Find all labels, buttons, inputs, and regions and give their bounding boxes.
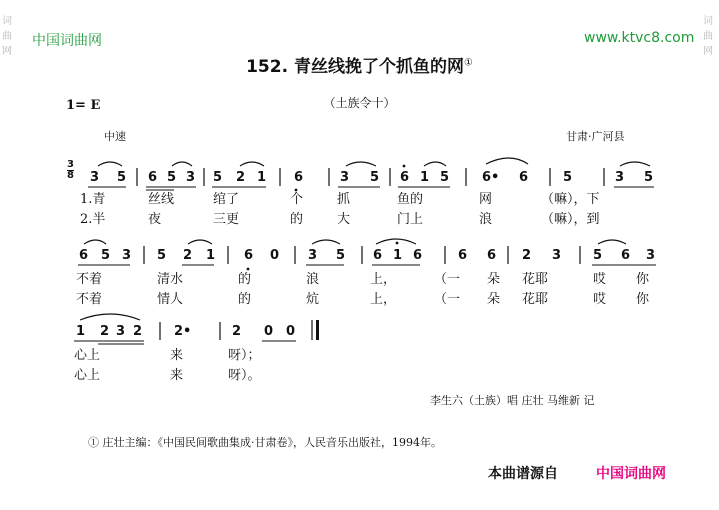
site-link-right[interactable]: www.ktvc8.com (584, 30, 695, 46)
lyric: 大 (337, 212, 351, 227)
lyric: （嘛），到 (541, 212, 600, 227)
lyric: （嘛），下 (541, 192, 600, 207)
lyric: 网 (479, 192, 493, 207)
lyric: 哎 (593, 272, 607, 287)
lyric: 浪 (306, 272, 320, 287)
note: 3 (90, 170, 100, 185)
note: 2 (236, 170, 246, 185)
lyric: 来 (170, 348, 184, 363)
watermark-text: 词曲网 (703, 16, 713, 57)
note: 6 (244, 248, 254, 263)
note: 1 (420, 170, 430, 185)
song-title-text: 152. 青丝线挽了个抓鱼的网 (246, 57, 464, 77)
note: 6• (482, 170, 500, 185)
lyric: 的 (238, 292, 252, 307)
lyric: 2.半 (80, 212, 106, 227)
time-sig-top: 3 (67, 159, 74, 170)
note: 5 (563, 170, 573, 185)
note: 5 (336, 248, 346, 263)
lyric: 不着 (76, 272, 103, 287)
lyric: （一 (434, 272, 461, 287)
note: 5 (593, 248, 603, 263)
watermark-text: 词曲网 (2, 16, 12, 57)
region-label: 甘肃·广河县 (566, 130, 625, 143)
note: 5 (370, 170, 380, 185)
lyric: 三更 (213, 212, 240, 227)
note: 2 (232, 324, 242, 339)
note: 5 (117, 170, 127, 185)
footnote: ① 庄壮主编：《中国民间歌曲集成·甘肃卷》，人民音乐出版社，1994年。 (88, 436, 442, 449)
time-sig-bottom: 8 (67, 170, 74, 181)
source-site-link[interactable]: 中国词曲网 (596, 466, 666, 482)
lyric: 你 (636, 272, 650, 287)
note: 3 (340, 170, 350, 185)
lyric: 丝线 (148, 192, 175, 207)
lyric: 浪 (479, 212, 493, 227)
lyric: 朵 (487, 272, 501, 287)
note: 6 (519, 170, 529, 185)
note: 5 (213, 170, 223, 185)
lyric: 哎 (593, 292, 607, 307)
note: 3 (308, 248, 318, 263)
lyric: 呀）； (228, 348, 261, 363)
tempo-marking: 中速 (104, 130, 126, 143)
lyric: 1.青 (80, 192, 106, 207)
note: 0 (270, 248, 280, 263)
note: 2 (100, 324, 110, 339)
note: 6 (487, 248, 497, 263)
note: 0 (264, 324, 274, 339)
lyric: 情人 (157, 292, 184, 307)
note: 6 (294, 170, 304, 185)
footnote-mark: ① (463, 57, 473, 69)
note: 5 (440, 170, 450, 185)
lyric: 绾了 (213, 192, 240, 207)
lyric: 不着 (76, 292, 103, 307)
note: 6 (458, 248, 468, 263)
source-label: 本曲谱源自 (488, 466, 558, 482)
lyric: 的 (238, 272, 252, 287)
note: 2• (174, 324, 192, 339)
note: 3 (122, 248, 132, 263)
note: 5 (157, 248, 167, 263)
note: 1 (257, 170, 267, 185)
note: 3 (116, 324, 126, 339)
lyric: 来 (170, 368, 184, 383)
note: 0 (286, 324, 296, 339)
lyric: 上， (370, 272, 397, 287)
lyric: 清水 (157, 272, 184, 287)
key-signature: 1= E (66, 98, 101, 113)
note: 6 (413, 248, 423, 263)
note: 6 (79, 248, 89, 263)
note: 3 (552, 248, 562, 263)
lyric: （一 (434, 292, 461, 307)
lyric: 炕 (306, 292, 320, 307)
note: 6 (400, 170, 410, 185)
note: 5 (167, 170, 177, 185)
note: 1 (76, 324, 86, 339)
lyric: 门上 (397, 212, 424, 227)
note: 3 (646, 248, 656, 263)
lyric: 呀）。 (228, 368, 261, 383)
lyric: 心上 (74, 368, 101, 383)
note: 2 (133, 324, 143, 339)
song-subtitle: （土族令十） (323, 96, 396, 110)
note: 2 (183, 248, 193, 263)
lyric: 上， (370, 292, 397, 307)
lyric: 鱼的 (397, 192, 424, 207)
lyric: 你 (636, 292, 650, 307)
lyric: 个 (290, 192, 304, 207)
lyric: 花耶 (522, 272, 549, 287)
lyric: 的 (290, 212, 304, 227)
lyric: 朵 (487, 292, 501, 307)
note: 6 (148, 170, 158, 185)
note: 6 (373, 248, 383, 263)
note: 3 (186, 170, 196, 185)
note: 5 (101, 248, 111, 263)
note: 5 (644, 170, 654, 185)
lyric: 抓 (337, 192, 351, 207)
lyric: 心上 (74, 348, 101, 363)
note: 1 (393, 248, 403, 263)
note: 3 (615, 170, 625, 185)
site-link-left[interactable]: 中国词曲网 (32, 33, 102, 49)
note: 2 (522, 248, 532, 263)
performer-credits: 李生六（土族）唱 庄壮 马维新 记 (430, 394, 595, 407)
note: 6 (621, 248, 631, 263)
lyric: 夜 (148, 212, 162, 227)
lyric: 花耶 (522, 292, 549, 307)
note: 1 (206, 248, 216, 263)
